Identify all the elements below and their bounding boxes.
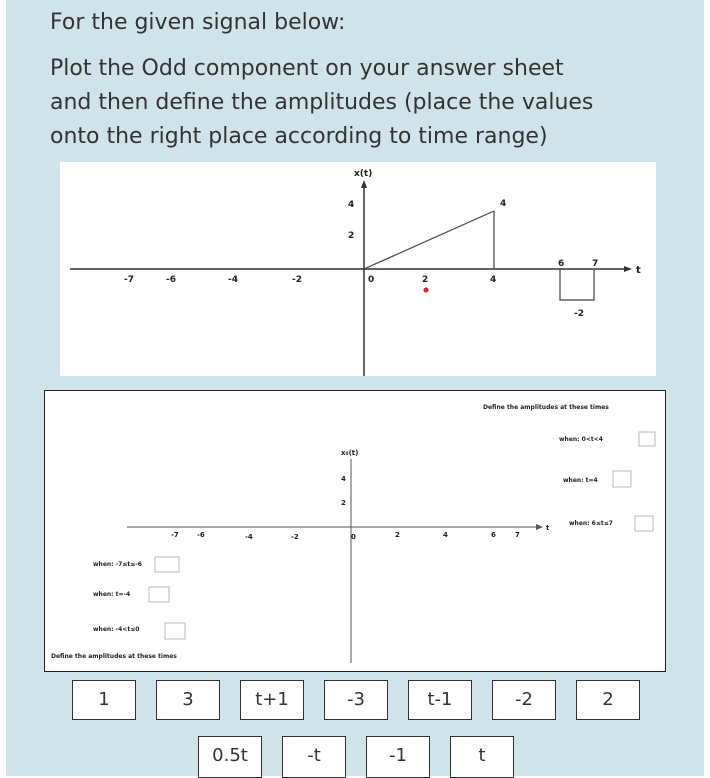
signal-y-tick: 4 <box>348 200 355 210</box>
answer-x-tick: -6 <box>197 531 205 539</box>
option-t-minus-1[interactable]: t-1 <box>408 680 472 720</box>
red-marker <box>424 288 429 293</box>
answer-y-tick: 4 <box>341 475 346 483</box>
answer-plot <box>45 391 665 671</box>
question-instruction-line-3: onto the right place according to time range) <box>50 124 548 149</box>
signal-y-label: x(t) <box>354 169 373 179</box>
slot-label: when: t=-4 <box>93 591 131 598</box>
option-1[interactable]: 1 <box>72 680 136 720</box>
answer-y-label: x₀(t) <box>341 449 359 457</box>
answer-x-tick: 6 <box>491 531 496 539</box>
signal-x-tick: 6 <box>558 259 565 269</box>
signal-x-tick: 7 <box>592 259 599 269</box>
answer-x-tick: -7 <box>171 531 179 539</box>
signal-x-tick: 4 <box>490 275 497 285</box>
option-0-5t[interactable]: 0.5t <box>198 736 262 778</box>
signal-x-tick: 0 <box>368 275 375 285</box>
question-intro: For the given signal below: <box>50 10 346 35</box>
signal-pulse-label: -2 <box>574 309 584 319</box>
signal-x-tick: -7 <box>124 275 134 285</box>
drop-slot-t-eq-neg4[interactable] <box>149 587 169 602</box>
answer-x-tick: 2 <box>395 531 400 539</box>
signal-figure <box>60 162 656 376</box>
drop-slot-6-le-t-le-7[interactable] <box>635 516 653 531</box>
option-3[interactable]: 3 <box>156 680 220 720</box>
slot-label: when: 0<t<4 <box>559 436 603 443</box>
option-2[interactable]: 2 <box>576 680 640 720</box>
signal-x-axis-label: t <box>636 265 641 276</box>
question-instruction-line-2: and then define the amplitudes (place the values <box>50 90 594 115</box>
signal-x-tick: -2 <box>292 275 302 285</box>
right-slots-heading: Define the amplitudes at these times <box>483 404 609 411</box>
drop-slot-0-lt-t-lt-4[interactable] <box>639 432 655 446</box>
signal-y-tick: 2 <box>348 231 355 241</box>
signal-negative-pulse <box>560 269 594 300</box>
answer-x-tick: 4 <box>443 531 448 539</box>
answer-x-arrow-icon <box>536 524 543 530</box>
slot-label: when: -4<t≤0 <box>93 626 140 633</box>
drop-slot-t-eq-4[interactable] <box>613 471 631 487</box>
signal-x-tick: 2 <box>422 275 429 285</box>
option-neg-1[interactable]: -1 <box>366 736 430 778</box>
left-slots-heading: Define the amplitudes at these times <box>51 653 177 660</box>
answer-x-tick: -4 <box>245 533 253 541</box>
signal-x-tick: -4 <box>228 275 238 285</box>
option-neg-2[interactable]: -2 <box>492 680 556 720</box>
drop-slot-neg7-le-t-le-neg6[interactable] <box>155 557 179 572</box>
signal-x-tick: -6 <box>166 275 176 285</box>
signal-plot <box>60 162 656 376</box>
answer-x-tick: 7 <box>515 531 520 539</box>
slot-label: when: t=4 <box>563 477 598 484</box>
answer-x-tick: -2 <box>291 533 299 541</box>
slot-label: when: -7≤t≤-6 <box>93 561 142 568</box>
option-neg-3[interactable]: -3 <box>324 680 388 720</box>
signal-ramp-segment <box>364 211 494 269</box>
answer-x-axis-label: t <box>546 524 550 532</box>
option-t[interactable]: t <box>450 736 514 778</box>
option-neg-t[interactable]: -t <box>282 736 346 778</box>
drop-slot-neg4-lt-t-le-0[interactable] <box>165 623 185 639</box>
option-t-plus-1[interactable]: t+1 <box>240 680 304 720</box>
slot-label: when: 6≤t≤7 <box>569 520 613 527</box>
signal-peak-label: 4 <box>500 199 507 209</box>
question-instruction-line-1: Plot the Odd component on your answer sheet <box>50 56 564 81</box>
answer-area <box>44 390 666 672</box>
answer-y-tick: 2 <box>341 499 346 507</box>
signal-y-arrow-icon <box>361 180 367 188</box>
answer-x-tick: 0 <box>351 533 356 541</box>
signal-x-arrow-icon <box>624 266 632 272</box>
